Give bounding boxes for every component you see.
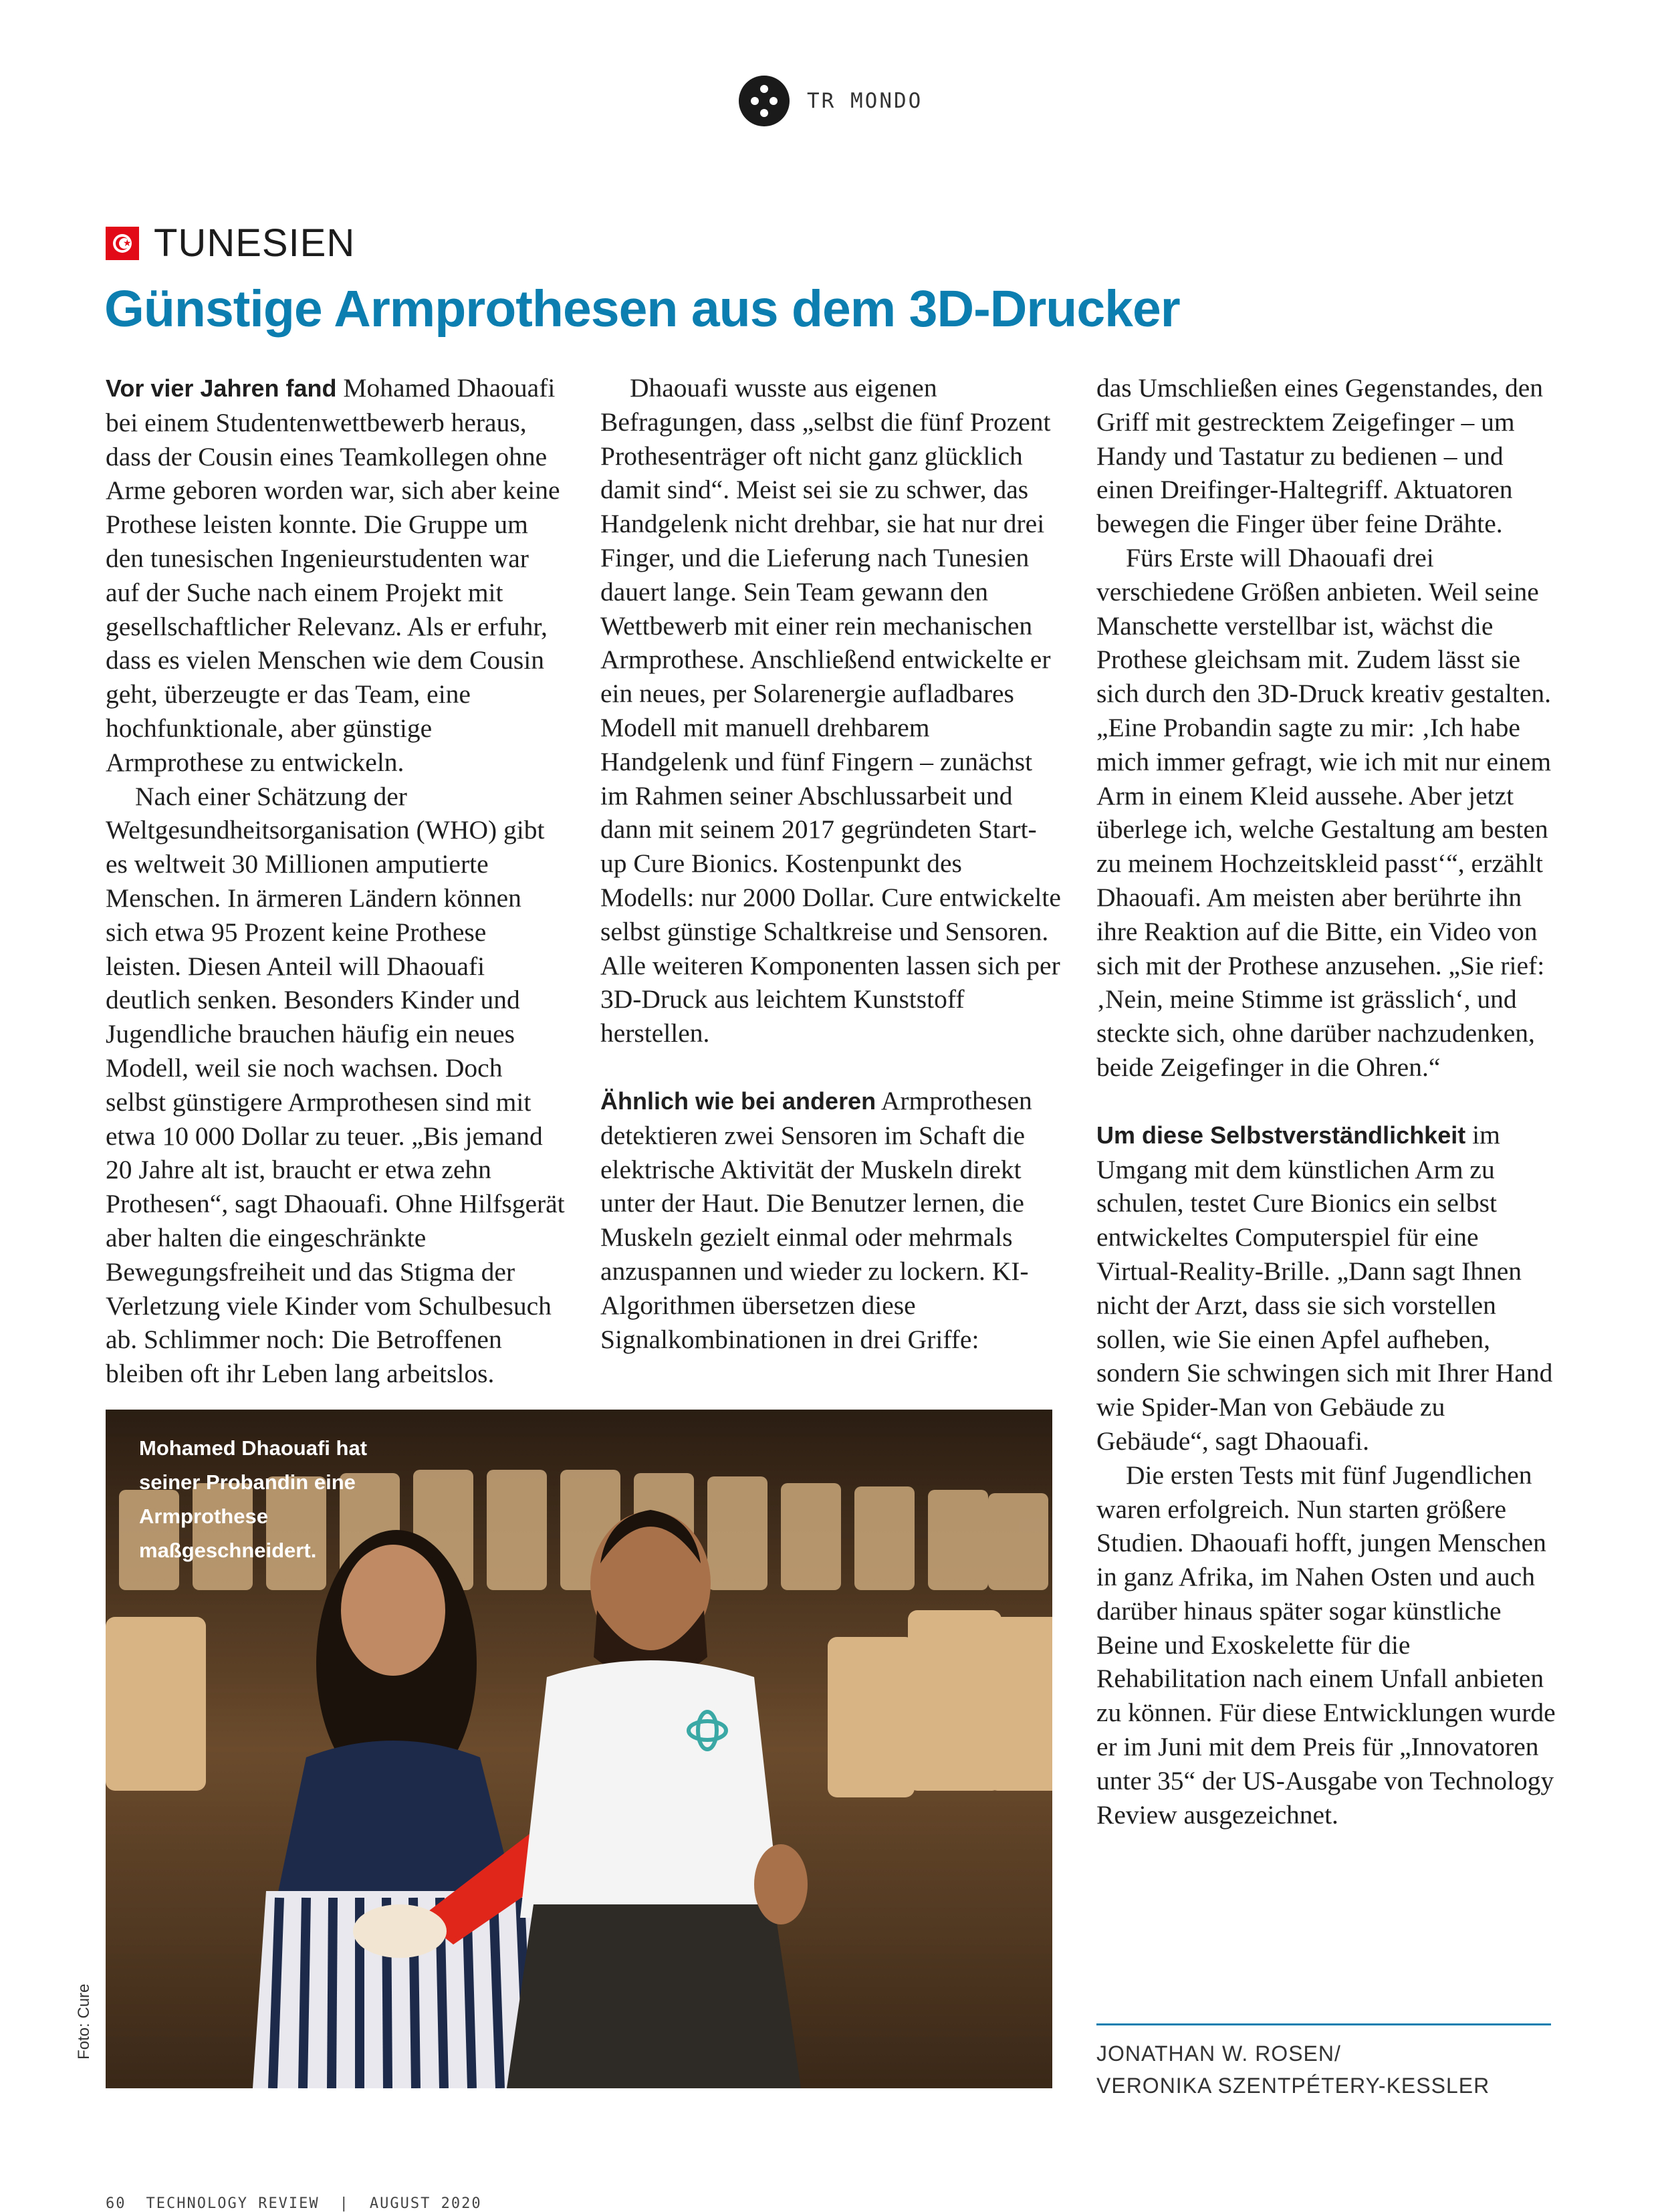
country-label: TUNESIEN [154, 221, 356, 265]
author-divider [1096, 2023, 1551, 2025]
article-headline: Günstige Armprothesen aus dem 3D-Drucker [104, 280, 1180, 338]
photo-caption: Mohamed Dhaouafi hat seiner Probandin eine Armprothese maßgeschneidert. [139, 1436, 368, 1562]
footer-separator: | [339, 2195, 350, 2212]
paragraph [106, 371, 567, 780]
page-footer [106, 2195, 482, 2212]
paragraph: Fürs Erste will Dhaouafi drei verschiedene Größen anbieten. Weil seine Manschette verstellbar ist, wächst die Prothese gleichsam mit. Zudem lässt sie sich durch den 3D-Druck kreativ gestalten. „Eine Probandin sagte zu mir: ‚Ich habe mich immer gefragt, wie ich mit nur einem Arm in einem Kleid aussehe. Aber jetzt überlege ich, welche Gestaltung am besten zu meinem Hochzeitskleid passt‘“, erzählt Dhaouafi. Am meisten aber berührte ihn ihre Reaktion auf die Bitte, ein Video von sich mit der Prothese anzusehen. „Sie rief: ‚Nein, meine Stimme ist grässlich‘, und steckte sich, ohne darüber nachzudenken, beide Zeigefinger in die Ohren.“ [1096, 542, 1552, 1082]
section-label: TR MONDO [807, 89, 923, 113]
paragraph [600, 1084, 1062, 1356]
text-column-1 [106, 371, 567, 1391]
photo-credit: Foto: Cure [75, 1983, 93, 2060]
paragraph: das Umschließen eines Gegenstandes, den Griff mit gestrecktem Zeigefinger – um Handy und Tastatur zu bedienen – und einen Dreifinger-Haltegriff. Aktuatoren bewegen die Finger über feine Drähte. [1096, 373, 1544, 539]
magazine-name: TECHNOLOGY REVIEW [146, 2195, 320, 2212]
paragraph-lead-in: Vor vier Jahren fand [106, 374, 337, 402]
issue-date: AUGUST 2020 [369, 2195, 482, 2212]
paragraph-text: Armprothesen detektieren zwei Sensoren im Schaft die elektrische Aktivität der Muskeln direkt unter der Haut. Die Benutzer lernen, die Muskeln gezielt einmal oder mehrmals anzuspannen und wieder zu lockern. KI-Algorithmen übersetzen diese Signalkombinationen in drei Griffe: [600, 1085, 1032, 1354]
author-credits [1096, 2037, 1564, 2102]
author-line: JONATHAN W. ROSEN/ [1096, 2041, 1341, 2066]
text-column-2 [600, 371, 1062, 1356]
paragraph-text: Mohamed Dhaouafi bei einem Studentenwettbewerb heraus, dass der Cousin eines Teamkollegen ohne Arme geboren worden war, sich aber keine Prothese leisten konnte. Die Gruppe um den tunesischen Ingenieurstudenten war auf der Suche nach einem Projekt mit gesellschaftlicher Relevanz. Als er erfuhr, dass es vielen Menschen wie dem Cousin geht, überzeugte er das Team, eine hochfunktionale, aber günstige Armprothese zu entwickeln. [106, 373, 560, 777]
article-kicker [106, 221, 355, 265]
tunisia-flag-icon: ★ [106, 227, 139, 260]
author-line: VERONIKA SZENTPÉTERY-KESSLER [1096, 2074, 1490, 2098]
paragraph-text: im Umgang mit dem künstlichen Arm zu schulen, testet Cure Bionics ein selbst entwickeltes Computerspiel für eine Virtual-Reality-Brille. „Dann sagt Ihnen nicht der Arzt, dass sie sich vorstellen sollen, wie Sie einen Apfel aufheben, sondern Sie schwingen sich mit Ihrer Hand wie Spider-Man von Gebäude zu Gebäude“, sagt Dhaouafi. [1096, 1119, 1553, 1456]
paragraph-lead-in: Um diese Selbstverständlichkeit [1096, 1121, 1466, 1149]
paragraph-lead-in: Ähnlich wie bei anderen [600, 1087, 876, 1115]
paragraph: Nach einer Schätzung der Weltgesundheitsorganisation (WHO) gibt es weltweit 30 Millionen amputierte Menschen. In ärmeren Ländern können sich etwa 95 Prozent keine Prothese leisten. Diesen Anteil will Dhaouafi deutlich senken. Besonders Kinder und Jugendliche brauchen häufig ein neues Modell, weil sie noch wachsen. Doch selbst günstigere Armprothesen sind mit etwa 10 000 Dollar zu teuer. „Bis jemand 20 Jahre alt ist, braucht er etwa zehn Prothesen“, sagt Dhaouafi. Ohne Hilfsgerät aber halten die eingeschränkte Bewegungsfreiheit und das Stigma der Verletzung viele Kinder vom Schulbesuch ab. Schlimmer noch: Die Betroffenen bleiben oft ihr Leben lang arbeitslos. [106, 781, 565, 1389]
page-number: 60 [106, 2195, 126, 2212]
article-photo [106, 1410, 1052, 2088]
text-column-3 [1096, 371, 1558, 1832]
section-header [739, 76, 923, 126]
paragraph: Die ersten Tests mit fünf Jugendlichen waren erfolgreich. Nun starten größere Studien. Dhaouafi hofft, jungen Menschen in ganz Afrika, im Nahen Osten und auch darüber hinaus später sogar künstliche Beine und Exoskelette für die Rehabilitation nach einem Unfall anbieten zu können. Für diese Entwicklungen wurde er im Juni mit dem Preis für „Innovatoren unter 35“ der US-Ausgabe von Technology Review ausgezeichnet. [1096, 1460, 1556, 1830]
paragraph: Dhaouafi wusste aus eigenen Befragungen, dass „selbst die fünf Prozent Prothesenträger oft nicht ganz glücklich damit sind“. Meist sei sie zu schwer, das Handgelenk nicht drehbar, sie hat nur drei Finger, und die Lieferung nach Tunesien dauert lange. Sein Team gewann den Wettbewerb mit einer rein mechanischen Armprothese. Anschließend entwickelte er ein neues, per Solarenergie aufladbares Modell mit manuell drehbarem Handgelenk und fünf Fingern – zunächst im Rahmen seiner Abschlussarbeit und dann mit seinem 2017 gegründeten Start-up Cure Bionics. Kostenpunkt des Modells: nur 2000 Dollar. Cure entwickelte selbst günstige Schaltkreise und Sensoren. Alle weiteren Komponenten lassen sich per 3D-Druck aus leichtem Kunststoff herstellen. [600, 373, 1061, 1048]
paragraph [1096, 1118, 1558, 1458]
tr-mondo-logo-icon [739, 76, 790, 126]
